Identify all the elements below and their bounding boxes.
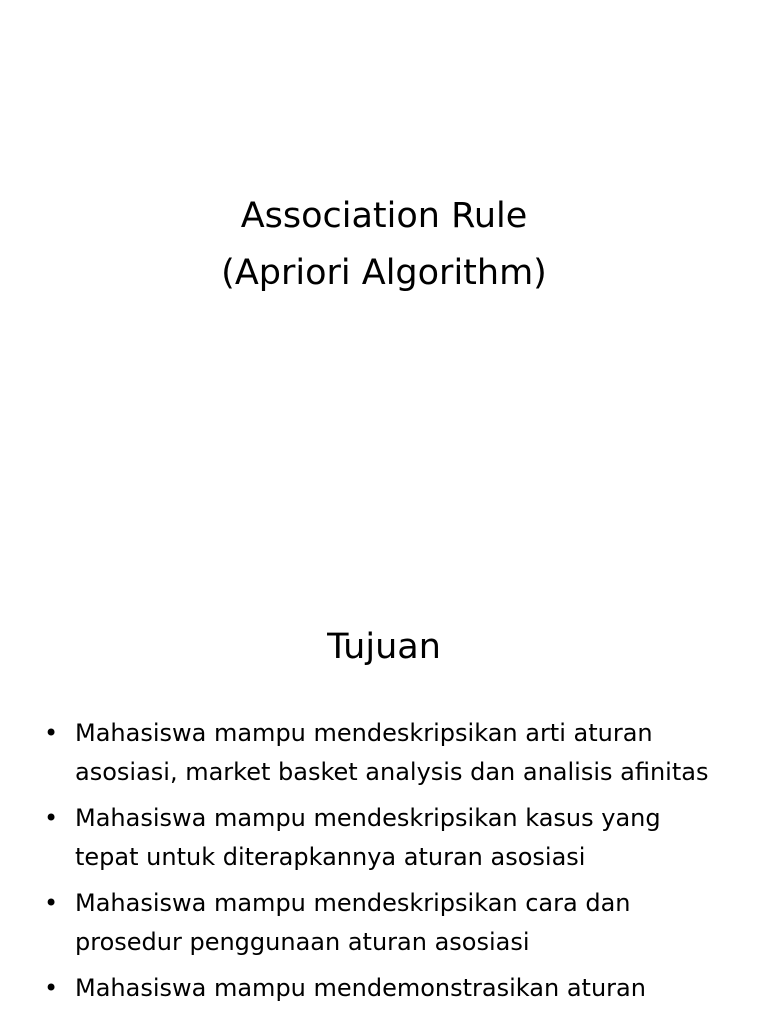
slide-tujuan xyxy=(0,576,768,1024)
list-item xyxy=(0,714,768,791)
list-item xyxy=(0,969,768,1008)
bullet-text: Mahasiswa mampu mendeskripsikan cara dan prosedur penggunaan aturan asosiasi xyxy=(75,889,631,956)
bullet-list xyxy=(0,714,768,1016)
slide-heading: Tujuan xyxy=(327,627,441,667)
bullet-text: Mahasiswa mampu mendeskripsikan arti aturan asosiasi, market basket analysis dan analisis afinitas xyxy=(75,719,709,786)
list-item xyxy=(0,884,768,961)
title-line-2: (Apriori Algorithm) xyxy=(221,253,547,293)
bullet-icon: • xyxy=(44,804,59,832)
bullet-text: Mahasiswa mampu mendeskripsikan kasus yang tepat untuk diterapkannya aturan asosiasi xyxy=(75,804,661,871)
bullet-icon: • xyxy=(44,719,59,747)
bullet-text: Mahasiswa mampu mendemonstrasikan aturan xyxy=(75,974,646,1002)
bullet-icon: • xyxy=(44,889,59,917)
list-item xyxy=(0,799,768,876)
bullet-icon: • xyxy=(44,974,59,1002)
title-line-1: Association Rule xyxy=(240,196,528,236)
slide-title-heading xyxy=(0,188,768,302)
